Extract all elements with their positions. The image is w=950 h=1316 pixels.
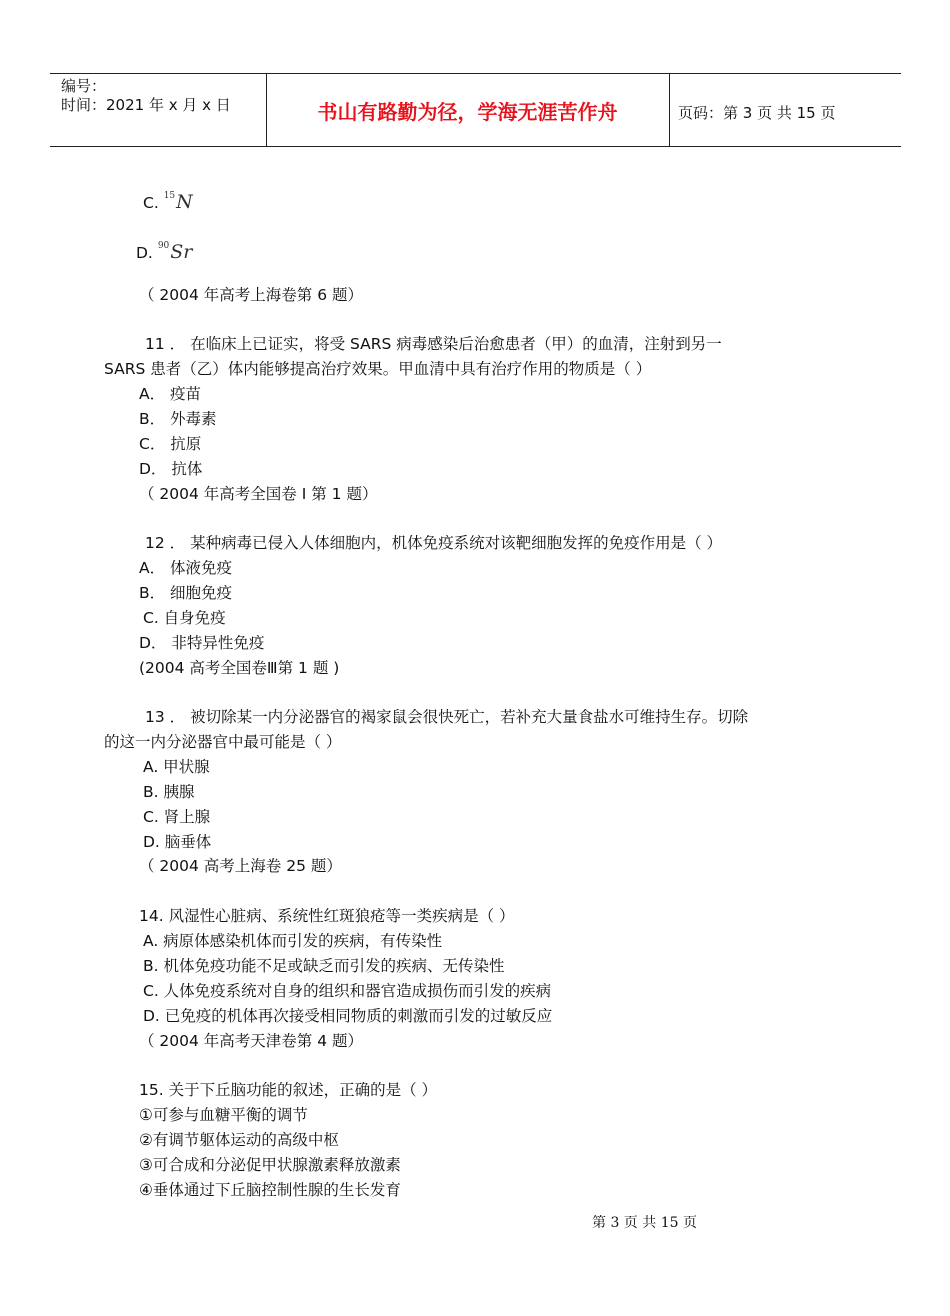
- q13-option-b: B. 胰腺: [143, 783, 195, 801]
- option-label: D.: [136, 244, 153, 262]
- q10-option-c: [143, 186, 193, 213]
- q15-item-1: ①可参与血糖平衡的调节: [139, 1106, 308, 1124]
- header-motto: 书山有路勤为径，学海无涯苦作舟: [317, 99, 618, 124]
- q14-option-b: B. 机体免疫功能不足或缺乏而引发的疾病、无传染性: [143, 957, 505, 975]
- isotope-formula-sr90: [158, 241, 193, 263]
- header-divider-right: [669, 74, 670, 146]
- q10-option-d: [136, 236, 192, 263]
- q11-option-a: A． 疫苗: [139, 385, 202, 403]
- q13-option-d: D. 脑垂体: [143, 833, 212, 851]
- isotope-formula-n15: [164, 191, 193, 213]
- mass-number: 90: [157, 241, 170, 251]
- q14-text: 14. 风湿性心脏病、系统性红斑狼疮等一类疾病是（ ）: [139, 907, 515, 925]
- q14-option-c: C. 人体免疫系统对自身的组织和器官造成损伤而引发的疾病: [143, 982, 552, 1000]
- q14-option-a: A. 病原体感染机体而引发的疾病，有传染性: [143, 932, 443, 950]
- q15-text: 15. 关于下丘脑功能的叙述，正确的是（ ）: [139, 1081, 438, 1099]
- option-label: C.: [143, 194, 159, 212]
- q15-item-2: ②有调节躯体运动的高级中枢: [139, 1131, 339, 1149]
- q12-option-d: D． 非特异性免疫: [139, 634, 265, 652]
- q13-option-a: A. 甲状腺: [143, 758, 210, 776]
- element-symbol: Sr: [170, 241, 193, 263]
- q10-source: （ 2004 年高考上海卷第 6 题）: [139, 286, 364, 304]
- page-footer: 第 3 页 共 15 页: [592, 1215, 697, 1231]
- q11-text-line1: 11 ． 在临床上已证实，将受 SARS 病毒感染后治愈患者（甲）的血清，注射到另一: [145, 335, 722, 353]
- element-symbol: N: [176, 191, 193, 213]
- q15-item-4: ④垂体通过下丘脑控制性腺的生长发育: [139, 1181, 401, 1199]
- q12-option-b: B． 细胞免疫: [139, 584, 233, 602]
- q11-option-d: D． 抗体: [139, 460, 203, 478]
- q14-source: （ 2004 年高考天津卷第 4 题）: [139, 1032, 364, 1050]
- q11-option-b: B． 外毒素: [139, 410, 217, 428]
- header-page-number: 页码：第 3 页 共 15 页: [678, 104, 836, 122]
- q11-source: （ 2004 年高考全国卷 I 第 1 题）: [139, 485, 378, 503]
- header-meta: [61, 77, 231, 115]
- q12-text: 12 ． 某种病毒已侵入人体细胞内，机体免疫系统对该靶细胞发挥的免疫作用是（ ）: [145, 534, 723, 552]
- page-header: [50, 73, 901, 147]
- q11-text-line2: SARS 患者（乙）体内能够提高治疗效果。甲血清中具有治疗作用的物质是（ ）: [104, 360, 652, 378]
- q12-source: (2004 高考全国卷Ⅲ第 1 题 ): [139, 659, 340, 677]
- q13-text-line1: 13 ． 被切除某一内分泌器官的褐家鼠会很快死亡，若补充大量食盐水可维持生存。切除: [145, 708, 749, 726]
- q13-source: （ 2004 高考上海卷 25 题）: [139, 857, 342, 875]
- q12-option-c: C. 自身免疫: [143, 609, 226, 627]
- q12-option-a: A． 体液免疫: [139, 559, 233, 577]
- mass-number: 15: [163, 191, 176, 201]
- q13-option-c: C. 肾上腺: [143, 808, 211, 826]
- document-time: 时间：2021 年 x 月 x 日: [61, 96, 231, 114]
- q14-option-d: D. 已免疫的机体再次接受相同物质的刺激而引发的过敏反应: [143, 1007, 553, 1025]
- document-number: 编号：: [61, 77, 107, 95]
- q15-item-3: ③可合成和分泌促甲状腺激素释放激素: [139, 1156, 401, 1174]
- q11-option-c: C． 抗原: [139, 435, 202, 453]
- q13-text-line2: 的这一内分泌器官中最可能是（ ）: [104, 733, 342, 751]
